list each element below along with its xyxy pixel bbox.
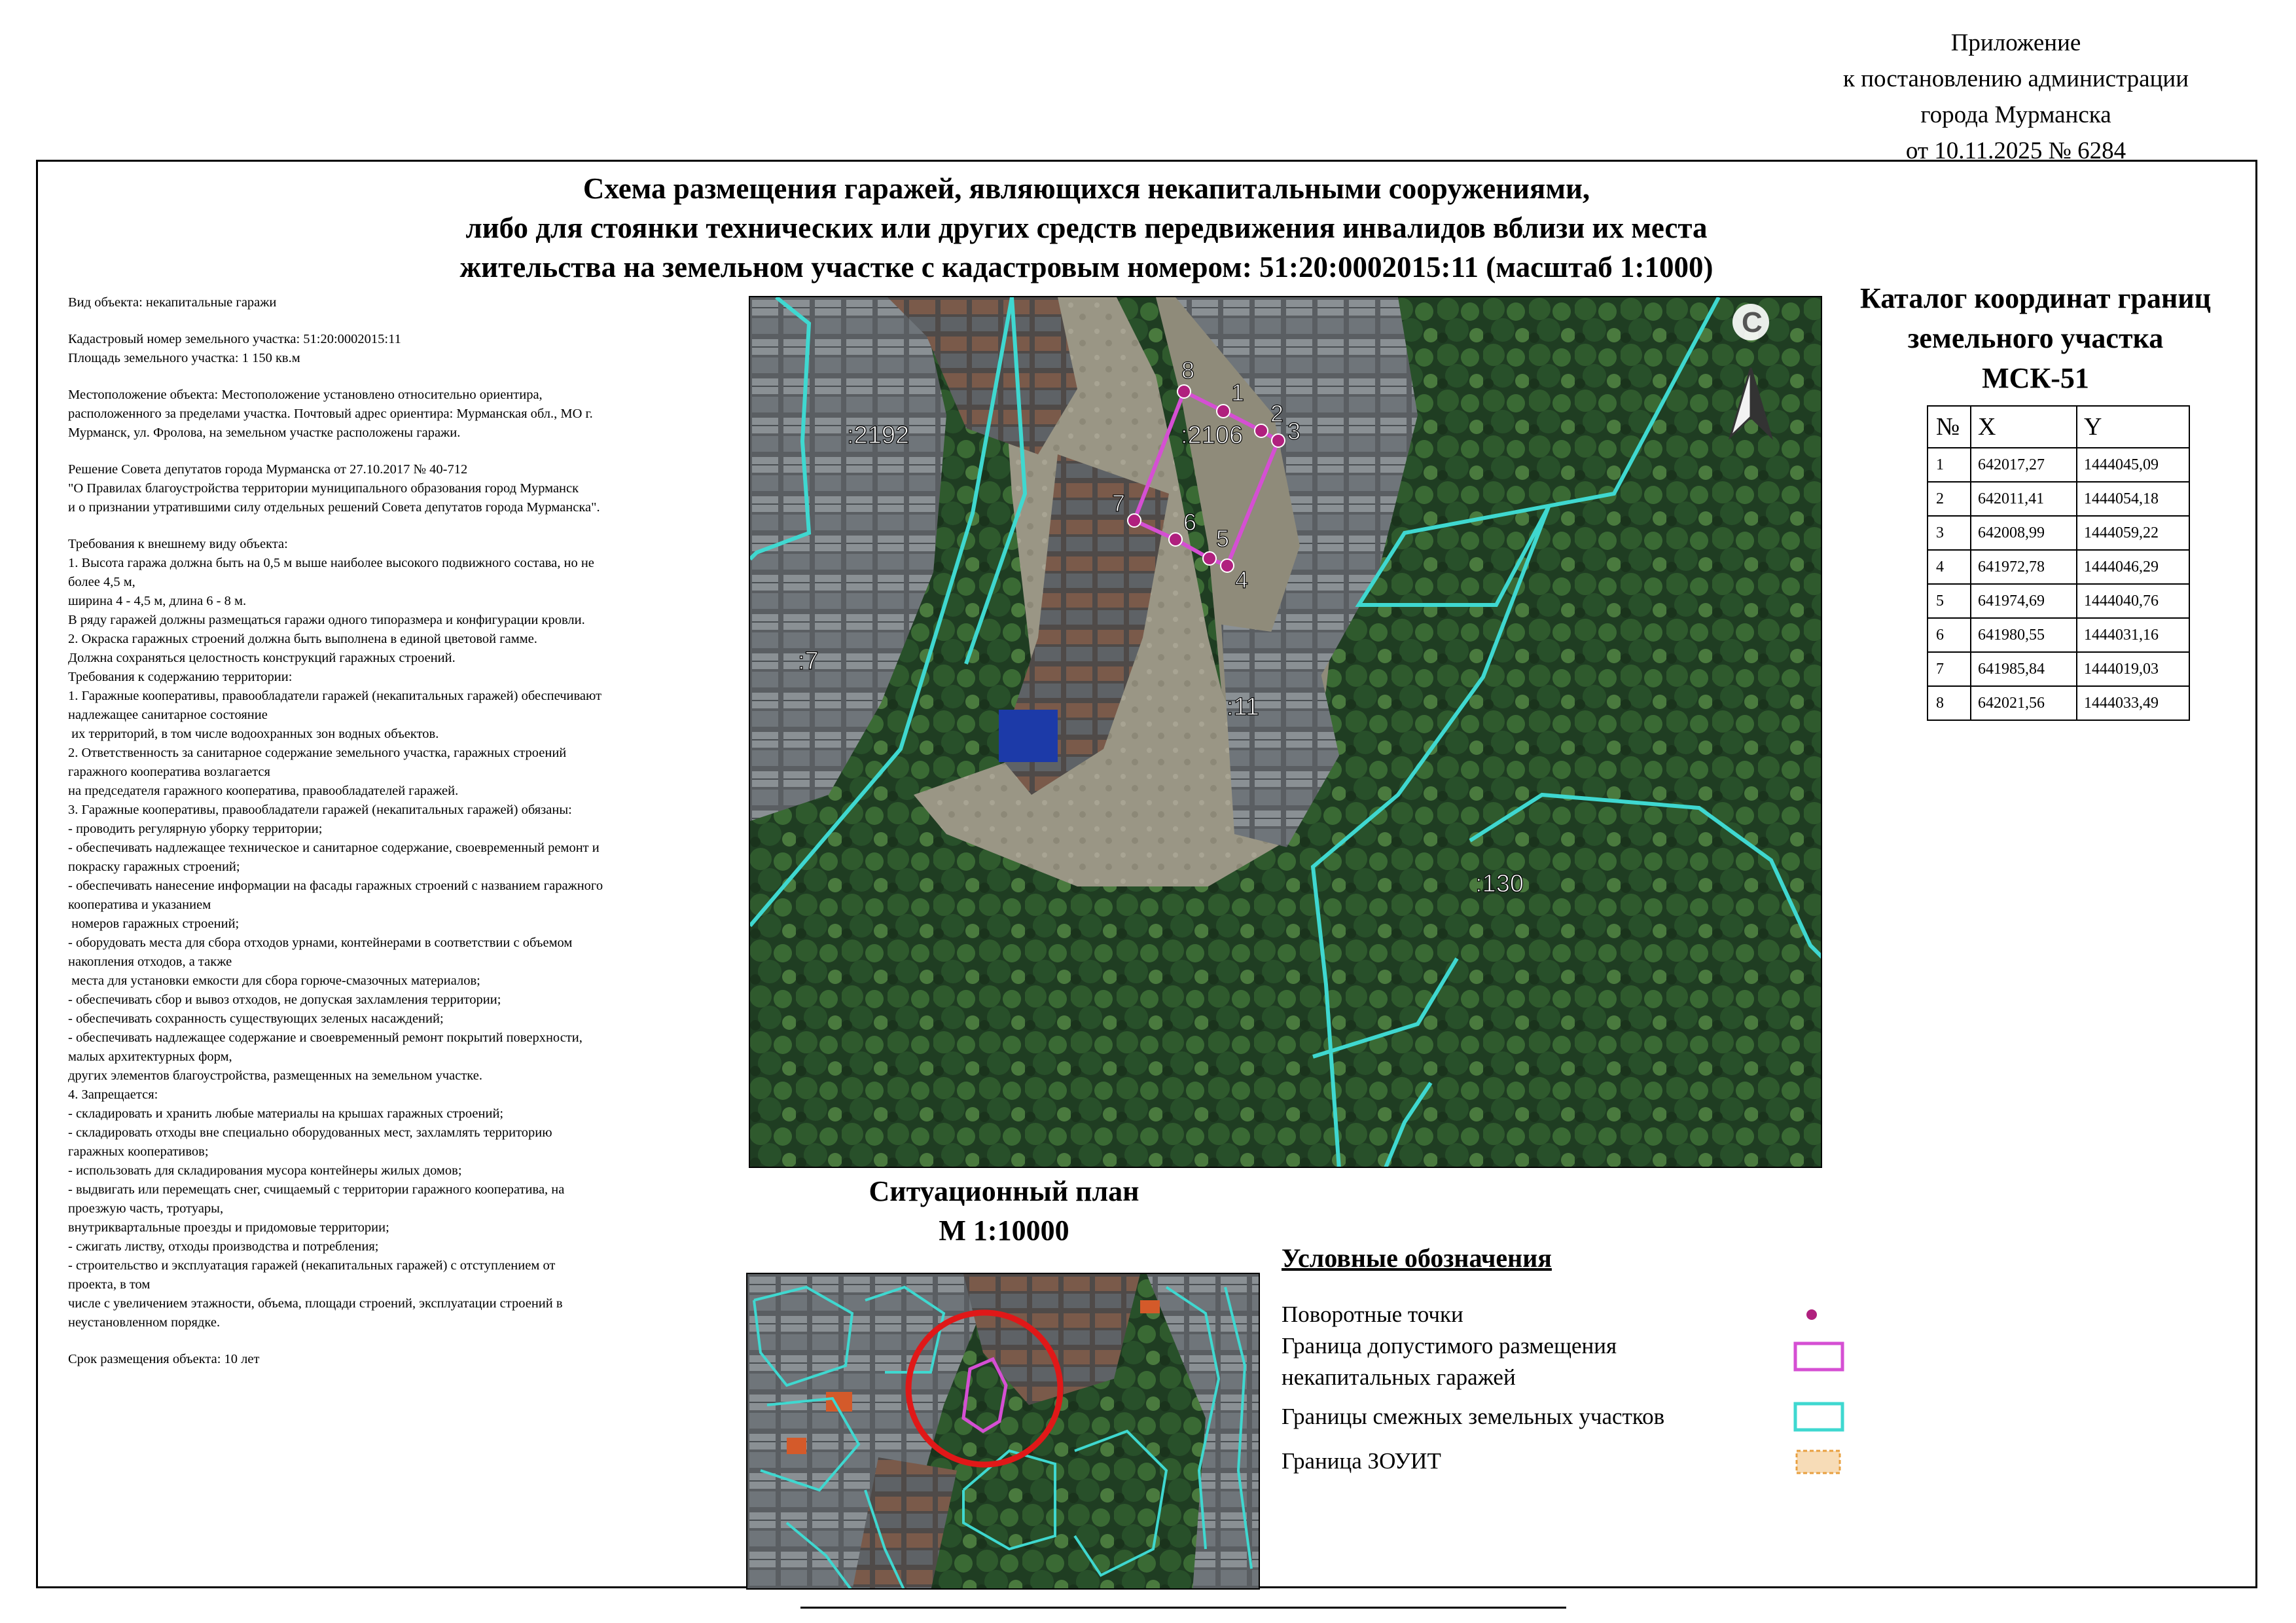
table-row [1928,550,2189,584]
catalog-title-line: Каталог координат границ [1860,282,2211,314]
table-row [1928,618,2189,652]
legend-label-boundary: Граница допустимого размещения [1282,1333,1617,1359]
parcel-label: :2192 [847,422,910,449]
description-line: малых архитектурных форм, [68,1049,232,1064]
turning-point-label: 7 [1112,490,1126,517]
bottom-rule [800,1607,1566,1609]
cell-number: 8 [1928,686,1971,720]
zouit-symbol [1797,1451,1840,1473]
description-line: 4. Запрещается: [68,1087,158,1102]
description-line: покраску гаражных строений; [68,860,240,874]
placement-boundary-symbol [1795,1343,1842,1370]
turning-point [1169,533,1182,546]
description-line: - оборудовать места для сбора отходов урнами, контейнерами в соответствии с объемом [68,936,573,950]
legend-label-zouit: Граница ЗОУИТ [1282,1448,1441,1474]
cell-x: 642011,41 [1971,482,2077,516]
table-row [1928,686,2189,720]
situation-scale: М 1:10000 [939,1214,1069,1247]
description-line: - строительство и эксплуатация гаражей (некапитальных гаражей) с отступлением от [68,1258,556,1273]
title-line: жительства на земельном участке с кадастровым номером: 51:20:0002015:11 (масштаб 1:1000) [459,251,1713,283]
description-gap [68,368,729,386]
description-line: проезжую часть, тротуары, [68,1201,224,1216]
description-line: 2. Ответственность за санитарное содержание земельного участка, гаражных строений [68,746,567,760]
cell-number: 3 [1928,516,1971,550]
description-line: - сжигать листву, отходы производства и потребления; [68,1239,379,1254]
description-line: - выдвигать или перемещать снег, счищаемый с территории гаражного кооператива, на [68,1182,565,1197]
turning-point-label: 1 [1231,379,1245,406]
turning-point-label: 5 [1216,525,1230,552]
description-line: Требования к содержанию территории: [68,670,293,684]
situation-title-line: Ситуационный план [869,1175,1139,1207]
object-description [68,293,729,1369]
cell-x: 641985,84 [1971,652,2077,686]
parcel-label: :11 [1227,693,1260,721]
description-line: - проводить регулярную уборку территории; [68,822,323,836]
description-line: Вид объекта: некапитальные гаражи [68,295,277,310]
turning-point [1217,405,1230,418]
cell-y: 1444031,16 [2077,618,2189,652]
cell-y: 1444046,29 [2077,550,2189,584]
description-line: других элементов благоустройства, размещенных на земельном участке. [68,1068,482,1083]
legend-label-points: Поворотные точки [1282,1302,1463,1327]
description-line: номеров гаражных строений; [68,917,240,931]
turning-point-label: 3 [1287,418,1301,445]
cell-number: 6 [1928,618,1971,652]
appendix-block [1767,25,2265,169]
cell-x: 642021,56 [1971,686,2077,720]
legend-title: Условные обозначения [1282,1243,1552,1273]
coordinates-table [1927,405,2190,721]
description-line: кооператива и указанием [68,898,211,912]
turning-point [1255,424,1268,437]
description-line: "О Правилах благоустройства территории муниципального образования город Мурманск [68,481,579,496]
description-line: накопления отходов, а также [68,955,232,969]
cell-y: 1444040,76 [2077,584,2189,618]
north-letter: С [1742,306,1763,338]
description-line: надлежащее санитарное состояние [68,708,268,722]
turning-point [1128,514,1141,527]
turning-point-symbol [1806,1309,1817,1320]
description-line: неустановленном порядке. [68,1315,221,1330]
cell-y: 1444059,22 [2077,516,2189,550]
description-line: - обеспечивать надлежащее содержание и своевременный ремонт покрытий поверхности, [68,1030,583,1045]
description-line: Требования к внешнему виду объекта: [68,537,288,551]
description-line: - использовать для складирования мусора контейнеры жилых домов; [68,1163,462,1178]
description-line: 1. Высота гаража должна быть на 0,5 м выше наиболее высокого подвижного состава, но не [68,556,594,570]
description-line: - складировать и хранить любые материалы на крышах гаражных строений; [68,1106,504,1121]
cell-number: 5 [1928,584,1971,618]
column-header-number: № [1928,406,1971,448]
description-line: - обеспечивать нанесение информации на фасады гаражных строений с названием гаражного [68,879,603,893]
table-header-row [1928,406,2189,448]
catalog-title [1833,278,2238,398]
description-line: Решение Совета депутатов города Мурманска от 27.10.2017 № 40-712 [68,462,468,477]
description-line: 2. Окраска гаражных строений должна быть выполнена в единой цветовой гамме. [68,632,537,646]
description-gap [68,517,729,535]
description-line: Площадь земельного участка: 1 150 кв.м [68,351,300,365]
appendix-line: от 10.11.2025 № 6284 [1905,137,2126,164]
description-line: Срок размещения объекта: 10 лет [68,1352,260,1366]
appendix-line: города Мурманска [1920,101,2111,128]
turning-point-label: 2 [1270,400,1284,427]
cell-number: 7 [1928,652,1971,686]
description-line: места для установки емкости для сбора горюче-смазочных материалов; [68,974,480,988]
parcel-label: :7 [798,647,819,675]
cell-number: 1 [1928,448,1971,482]
map-overlay [749,296,1822,1168]
description-line: на председателя гаражного кооператива, правообладателей гаражей. [68,784,459,798]
cell-y: 1444054,18 [2077,482,2189,516]
description-line: и о признании утратившими силу отдельных решений Совета депутатов города Мурманска". [68,500,600,515]
description-line: - обеспечивать сбор и вывоз отходов, не допуская захламления территории; [68,993,501,1007]
description-line: Местоположение объекта: Местоположение установлено относительно ориентира, [68,388,543,402]
cell-y: 1444019,03 [2077,652,2189,686]
description-gap [68,443,729,460]
table-row [1928,516,2189,550]
placement-boundary [1134,392,1278,566]
description-line: их территорий, в том числе водоохранных зон водных объектов. [68,727,439,741]
catalog-title-line: МСК-51 [1982,362,2089,394]
column-header-y: Y [2077,406,2189,448]
description-line: расположенного за пределами участка. Почтовый адрес ориентира: Мурманская обл., МО г. [68,407,593,421]
description-line: более 4,5 м, [68,575,135,589]
table-row [1928,584,2189,618]
sheet-title [367,169,1806,287]
cell-number: 4 [1928,550,1971,584]
parcel-label: :2106 [1181,422,1244,449]
cell-x: 642008,99 [1971,516,2077,550]
table-row [1928,482,2189,516]
description-line: внутриквартальные проезды и придомовые территории; [68,1220,389,1235]
turning-point-label: 4 [1235,566,1249,593]
description-line: Должна сохраняться целостность конструкций гаражных строений. [68,651,456,665]
column-header-x: X [1971,406,2077,448]
turning-point [1221,559,1234,572]
cell-number: 2 [1928,482,1971,516]
cell-x: 642017,27 [1971,448,2077,482]
description-gap [68,312,729,330]
description-line: Кадастровый номер земельного участка: 51:20:0002015:11 [68,332,401,346]
description-line: 1. Гаражные кооперативы, правообладатели гаражей (некапитальных гаражей) обеспечивают [68,689,602,703]
description-line: проекта, в том [68,1277,151,1292]
situation-plan-title [749,1172,1259,1250]
legend-label-adjacent: Границы смежных земельных участков [1282,1404,1665,1429]
cell-y: 1444033,49 [2077,686,2189,720]
cell-x: 641972,78 [1971,550,2077,584]
turning-point [1177,385,1191,398]
title-line: либо для стоянки технических или других средств передвижения инвалидов вблизи их места [465,211,1708,244]
parcel-label: :130 [1475,870,1524,898]
description-line: гаражного кооператива возлагается [68,765,270,779]
description-line: - обеспечивать сохранность существующих зеленых насаждений; [68,1012,444,1026]
description-line: В ряду гаражей должны размещаться гаражи одного типоразмера и конфигурации кровли. [68,613,585,627]
turning-point-label: 6 [1183,509,1197,536]
north-arrow-icon [1731,304,1771,437]
cell-x: 641974,69 [1971,584,2077,618]
title-line: Схема размещения гаражей, являющихся некапитальными сооружениями, [583,172,1590,205]
appendix-line: к постановлению администрации [1842,65,2189,92]
cell-x: 641980,55 [1971,618,2077,652]
description-line: - складировать отходы вне специально оборудованных мест, захламлять территорию [68,1125,552,1140]
description-line: гаражных кооперативов; [68,1144,209,1159]
situation-map [746,1273,1260,1590]
turning-point [1272,434,1285,447]
description-line: 3. Гаражные кооперативы, правообладатели гаражей (некапитальных гаражей) обязаны: [68,803,572,817]
turning-point [1203,552,1216,565]
table-row [1928,448,2189,482]
description-line: Мурманск, ул. Фролова, на земельном участке расположены гаражи. [68,426,461,440]
description-gap [68,1332,729,1350]
legend-symbols [1793,1305,1846,1476]
description-line: числе с увеличением этажности, объема, площади строений, эксплуатации строений в [68,1296,563,1311]
turning-point-label: 8 [1181,357,1195,384]
adjacent-boundary-symbol [1795,1404,1842,1430]
catalog-title-line: земельного участка [1907,322,2164,354]
description-line: - обеспечивать надлежащее техническое и санитарное содержание, своевременный ремонт и [68,841,600,855]
appendix-line: Приложение [1950,29,2081,56]
legend-label-boundary-2: некапитальных гаражей [1282,1364,1516,1390]
cell-y: 1444045,09 [2077,448,2189,482]
table-row [1928,652,2189,686]
description-line: ширина 4 - 4,5 м, длина 6 - 8 м. [68,594,247,608]
